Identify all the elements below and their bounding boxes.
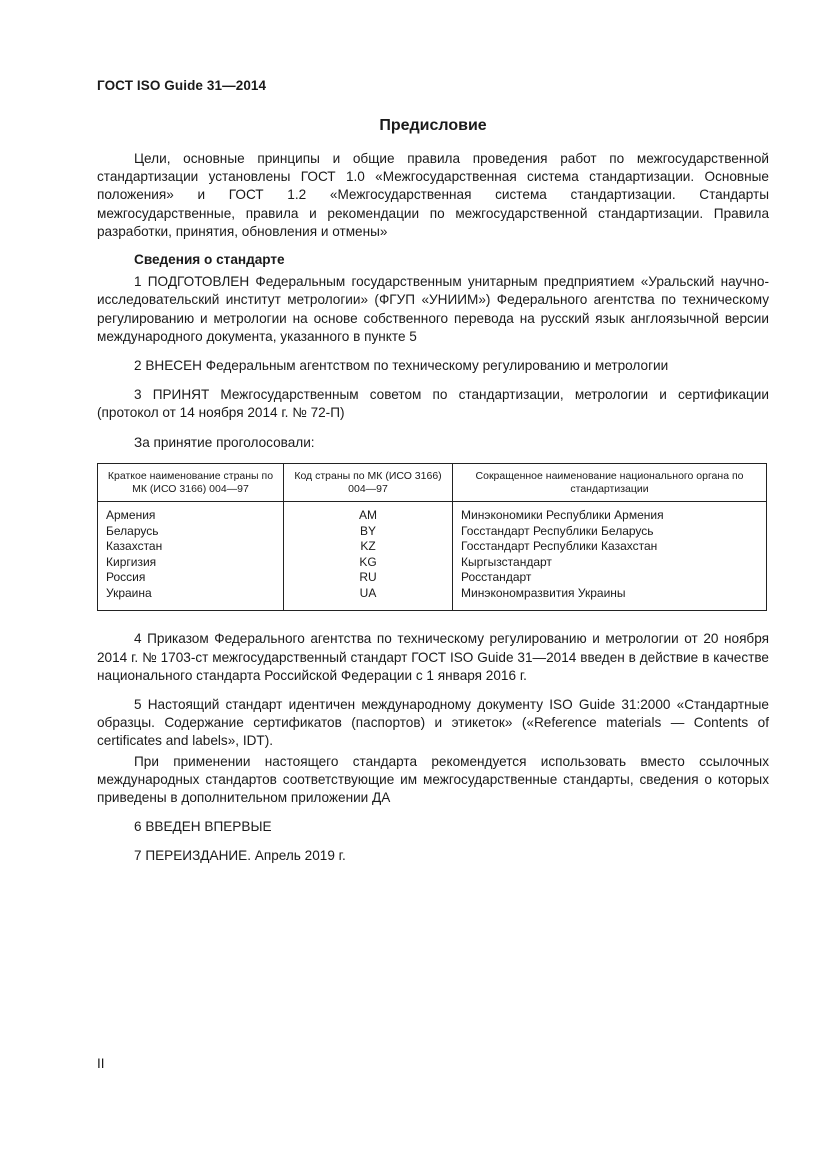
table-header-body: Сокращенное наименование национального органа по стандартизации [453, 463, 767, 502]
paragraph-4: 4 Приказом Федерального агентства по техническому регулированию и метрологии от 20 ноября 2014 г. № 1703-ст межгосударственный стандарт ГОСТ ISO Guide 31—2014 введен в действие в качестве национального стандарта Российской Федерации с 1 января 2016 г. [97, 631, 769, 683]
preface-body [97, 150, 769, 866]
country-cell: Россия [98, 570, 284, 586]
table-row [98, 570, 767, 586]
code-cell: KG [284, 555, 453, 571]
country-cell: Украина [98, 586, 284, 611]
body-cell: Госстандарт Республики Беларусь [453, 524, 767, 540]
country-cell: Армения [98, 502, 284, 524]
vote-intro: За принятие проголосовали: [134, 434, 315, 450]
paragraph-6: 6 ВВЕДЕН ВПЕРВЫЕ [134, 819, 272, 835]
voting-table [97, 463, 767, 612]
table-header-code: Код страны по МК (ИСО 3166) 004—97 [284, 463, 453, 502]
code-cell: BY [284, 524, 453, 540]
page-title: Предисловие [379, 117, 487, 134]
body-cell: Росстандарт [453, 570, 767, 586]
intro-paragraph: Цели, основные принципы и общие правила проведения работ по межгосударственной стандартизации установлены ГОСТ 1.0 «Межгосударственная система стандартизации. Основные положения» и ГОСТ 1.2 «Межгосударственная система стандартизации. Стандарты межгосударственные, правила и рекомендации по межгосударственной стандартизации. Правила разработки, принятия, обновления и отмены» [97, 151, 769, 239]
document-code-header: ГОСТ ISO Guide 31—2014 [97, 78, 267, 93]
country-cell: Беларусь [98, 524, 284, 540]
body-cell: Кыргызстандарт [453, 555, 767, 571]
table-header-country: Краткое наименование страны по МК (ИСО 3166) 004—97 [98, 463, 284, 502]
body-cell: Минэкономразвития Украины [453, 586, 767, 611]
code-cell: RU [284, 570, 453, 586]
table-row [98, 586, 767, 611]
section-subheading: Сведения о стандарте [134, 252, 285, 268]
table-row [98, 524, 767, 540]
body-cell: Госстандарт Республики Казахстан [453, 539, 767, 555]
paragraph-7: 7 ПЕРЕИЗДАНИЕ. Апрель 2019 г. [134, 848, 346, 864]
table-row [98, 555, 767, 571]
code-cell: UA [284, 586, 453, 611]
paragraph-1: 1 ПОДГОТОВЛЕН Федеральным государственным унитарным предприятием «Уральский научно-исследовательский институт метрологии» (ФГУП «УНИИМ») Федерального агентства по техническому регулированию и метрологии на основе собственного перевода на русский язык англоязычной версии международного документа, указанного в пункте 5 [97, 274, 769, 344]
body-cell: Минэкономики Республики Армения [453, 502, 767, 524]
code-cell: AM [284, 502, 453, 524]
country-cell: Киргизия [98, 555, 284, 571]
table-row [98, 539, 767, 555]
paragraph-5-note: При применении настоящего стандарта рекомендуется использовать вместо ссылочных международных стандартов соответствующие им межгосударственные стандарты, сведения о которых приведены в дополнительном приложении ДА [97, 753, 769, 806]
paragraph-3: 3 ПРИНЯТ Межгосударственным советом по стандартизации, метрологии и сертификации (протокол от 14 ноября 2014 г. № 72-П) [97, 387, 769, 421]
paragraph-5: 5 Настоящий стандарт идентичен международному документу ISO Guide 31:2000 «Стандартные образцы. Содержание сертификатов (паспортов) и этикеток» («Reference materials — Contents of certificates and labels», IDT). [97, 697, 769, 749]
table-header-row [98, 463, 767, 502]
paragraph-2: 2 ВНЕСЕН Федеральным агентством по техническому регулированию и метрологии [134, 358, 669, 374]
table-row [98, 502, 767, 524]
code-cell: KZ [284, 539, 453, 555]
page-number: II [97, 1056, 105, 1071]
country-cell: Казахстан [98, 539, 284, 555]
